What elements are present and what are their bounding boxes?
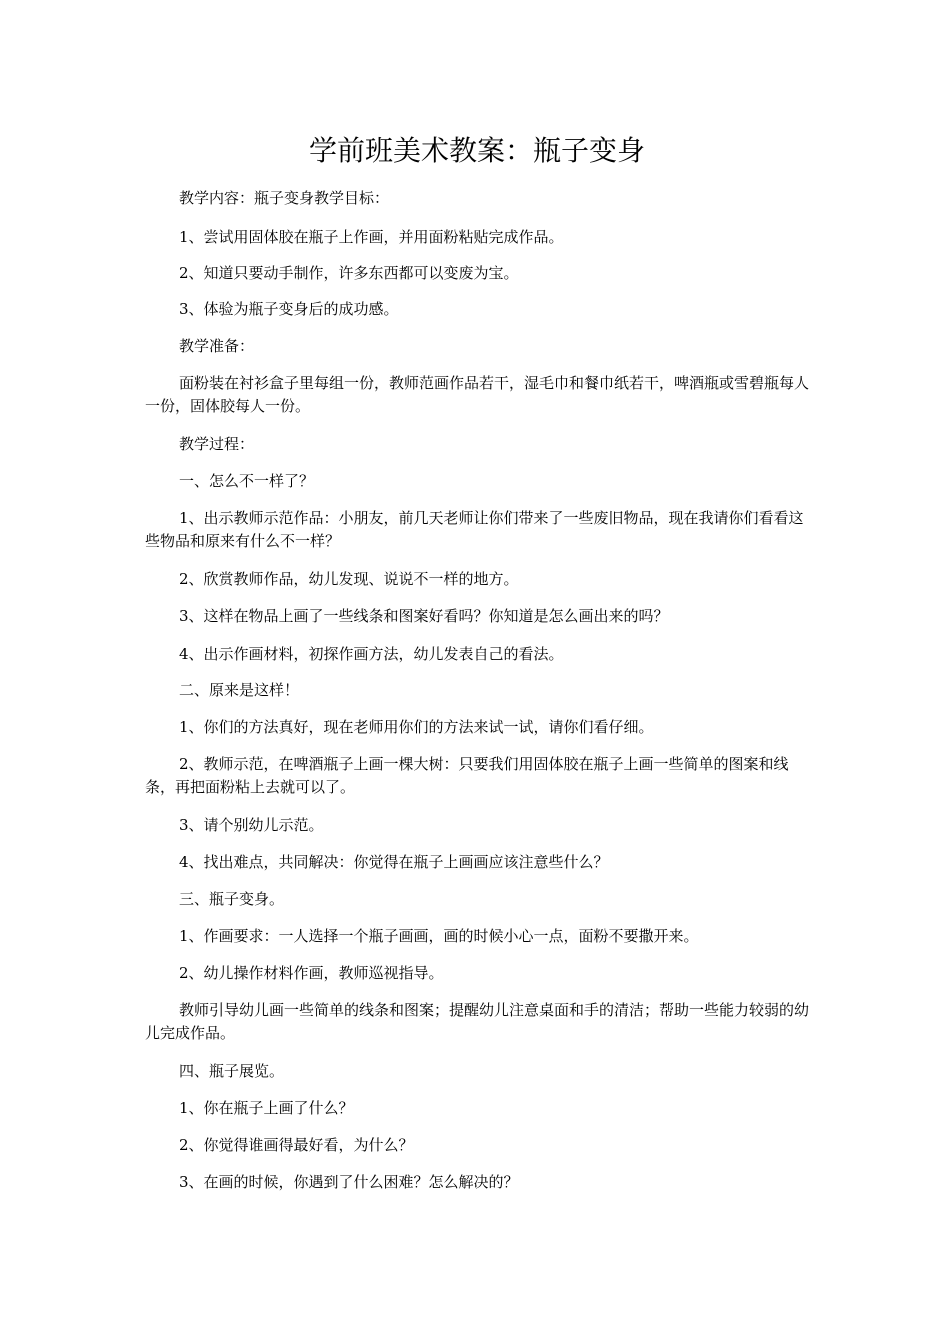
paragraph: 3、请个别幼儿示范。	[179, 816, 324, 834]
paragraph: 二、原来是这样！	[179, 681, 300, 699]
paragraph: 4、出示作画材料，初探作画方法，幼儿发表自己的看法。	[179, 645, 564, 663]
paragraph: 1、你在瓶子上画了什么？	[179, 1099, 354, 1117]
document-title: 学前班美术教案：瓶子变身	[308, 134, 645, 167]
paragraph: 教学准备：	[179, 337, 255, 355]
paragraph: 教学过程：	[179, 435, 255, 453]
paragraph: 2、教师示范，在啤酒瓶子上画一棵大树：只要我们用固体胶在瓶子上画一些简单的图案和线条，再把面粉粘上去就可以了。	[145, 755, 789, 796]
paragraph: 2、幼儿操作材料作画，教师巡视指导。	[179, 964, 444, 982]
paragraph: 4、找出难点，共同解决：你觉得在瓶子上画画应该注意些什么？	[179, 853, 609, 871]
paragraph: 2、你觉得谁画得最好看，为什么？	[179, 1136, 414, 1154]
paragraph: 1、尝试用固体胶在瓶子上作画，并用面粉粘贴完成作品。	[179, 228, 564, 246]
paragraph: 3、在画的时候，你遇到了什么困难？怎么解决的？	[179, 1173, 519, 1191]
paragraph: 三、瓶子变身。	[179, 890, 285, 908]
paragraph: 教学内容：瓶子变身教学目标：	[179, 189, 390, 207]
paragraph: 面粉装在衬衫盒子里每组一份，教师范画作品若干，湿毛巾和餐巾纸若干，啤酒瓶或雪碧瓶每人一份，固体胶每人一份。	[145, 374, 810, 415]
paragraph: 3、这样在物品上画了一些线条和图案好看吗？你知道是怎么画出来的吗？	[179, 607, 669, 625]
paragraph: 一、怎么不一样了？	[179, 472, 315, 490]
paragraph: 1、你们的方法真好，现在老师用你们的方法来试一试，请你们看仔细。	[179, 718, 654, 736]
paragraph: 2、知道只要动手制作，许多东西都可以变废为宝。	[179, 264, 519, 282]
paragraph: 2、欣赏教师作品，幼儿发现、说说不一样的地方。	[179, 570, 519, 588]
paragraph: 教师引导幼儿画一些简单的线条和图案；提醒幼儿注意桌面和手的清洁；帮助一些能力较弱的幼儿完成作品。	[145, 1001, 810, 1042]
paragraph: 1、出示教师示范作品：小朋友，前几天老师让你们带来了一些废旧物品，现在我请你们看看这些物品和原来有什么不一样？	[145, 509, 804, 550]
paragraph: 3、体验为瓶子变身后的成功感。	[179, 300, 399, 318]
paragraph: 四、瓶子展览。	[179, 1062, 285, 1080]
paragraph: 1、作画要求：一人选择一个瓶子画画，画的时候小心一点，面粉不要撒开来。	[179, 927, 699, 945]
